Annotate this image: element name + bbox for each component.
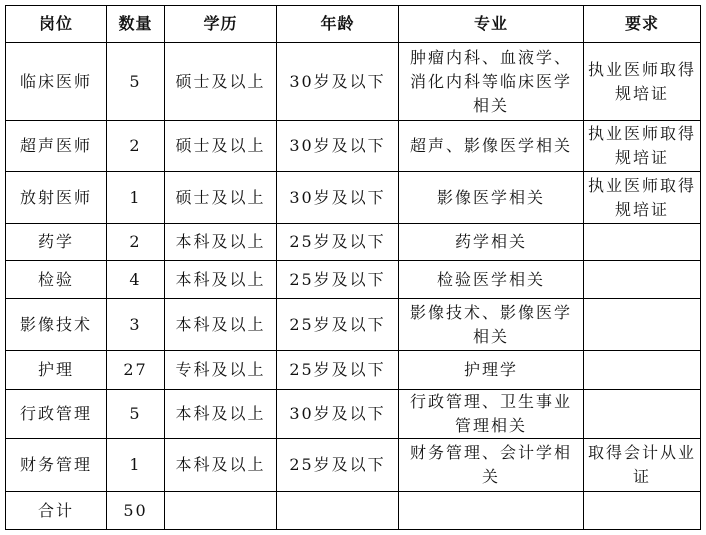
requirement-cell <box>584 224 701 261</box>
position-cell: 行政管理 <box>6 390 107 439</box>
header-row <box>6 6 701 43</box>
table-row <box>6 43 701 121</box>
table-row <box>6 299 701 351</box>
position-cell: 放射医师 <box>6 172 107 224</box>
count-cell: 3 <box>107 299 165 351</box>
age-cell: 30岁及以下 <box>277 43 399 121</box>
age-cell: 25岁及以下 <box>277 351 399 390</box>
table-row <box>6 172 701 224</box>
education-cell: 硕士及以上 <box>165 172 277 224</box>
table-row <box>6 261 701 299</box>
requirement-cell: 执业医师取得规培证 <box>584 43 701 121</box>
position-cell: 财务管理 <box>6 439 107 492</box>
age-cell: 25岁及以下 <box>277 299 399 351</box>
count-cell: 2 <box>107 121 165 172</box>
position-cell: 药学 <box>6 224 107 261</box>
major-cell: 影像技术、影像医学相关 <box>399 299 584 351</box>
education-cell: 硕士及以上 <box>165 43 277 121</box>
header-education: 学历 <box>165 6 277 43</box>
count-cell: 1 <box>107 172 165 224</box>
requirement-cell <box>584 261 701 299</box>
major-cell: 影像医学相关 <box>399 172 584 224</box>
count-cell: 1 <box>107 439 165 492</box>
header-requirement: 要求 <box>584 6 701 43</box>
age-cell: 25岁及以下 <box>277 439 399 492</box>
requirement-cell: 执业医师取得规培证 <box>584 121 701 172</box>
position-cell: 临床医师 <box>6 43 107 121</box>
header-major: 专业 <box>399 6 584 43</box>
position-cell: 检验 <box>6 261 107 299</box>
empty-cell <box>399 492 584 530</box>
education-cell: 本科及以上 <box>165 224 277 261</box>
table-row <box>6 224 701 261</box>
empty-cell <box>584 492 701 530</box>
major-cell: 药学相关 <box>399 224 584 261</box>
major-cell: 护理学 <box>399 351 584 390</box>
position-cell: 护理 <box>6 351 107 390</box>
header-age: 年龄 <box>277 6 399 43</box>
major-cell: 检验医学相关 <box>399 261 584 299</box>
requirement-cell: 取得会计从业证 <box>584 439 701 492</box>
age-cell: 30岁及以下 <box>277 172 399 224</box>
requirement-cell <box>584 351 701 390</box>
count-cell: 5 <box>107 43 165 121</box>
count-cell: 27 <box>107 351 165 390</box>
age-cell: 30岁及以下 <box>277 121 399 172</box>
major-cell: 肿瘤内科、血液学、消化内科等临床医学相关 <box>399 43 584 121</box>
age-cell: 25岁及以下 <box>277 261 399 299</box>
education-cell: 本科及以上 <box>165 261 277 299</box>
major-cell: 财务管理、会计学相关 <box>399 439 584 492</box>
education-cell: 硕士及以上 <box>165 121 277 172</box>
table-row <box>6 390 701 439</box>
table-row <box>6 439 701 492</box>
major-cell: 超声、影像医学相关 <box>399 121 584 172</box>
requirement-cell <box>584 390 701 439</box>
count-cell: 5 <box>107 390 165 439</box>
empty-cell <box>277 492 399 530</box>
requirement-cell: 执业医师取得规培证 <box>584 172 701 224</box>
table-row <box>6 121 701 172</box>
age-cell: 25岁及以下 <box>277 224 399 261</box>
total-label-cell: 合计 <box>6 492 107 530</box>
education-cell: 本科及以上 <box>165 299 277 351</box>
requirement-cell <box>584 299 701 351</box>
total-row <box>6 492 701 530</box>
position-cell: 影像技术 <box>6 299 107 351</box>
table-row <box>6 351 701 390</box>
count-cell: 2 <box>107 224 165 261</box>
education-cell: 专科及以上 <box>165 351 277 390</box>
major-cell: 行政管理、卫生事业管理相关 <box>399 390 584 439</box>
position-cell: 超声医师 <box>6 121 107 172</box>
recruitment-table <box>5 5 701 530</box>
header-count: 数量 <box>107 6 165 43</box>
total-count-cell: 50 <box>107 492 165 530</box>
education-cell: 本科及以上 <box>165 439 277 492</box>
education-cell: 本科及以上 <box>165 390 277 439</box>
header-position: 岗位 <box>6 6 107 43</box>
age-cell: 30岁及以下 <box>277 390 399 439</box>
empty-cell <box>165 492 277 530</box>
count-cell: 4 <box>107 261 165 299</box>
